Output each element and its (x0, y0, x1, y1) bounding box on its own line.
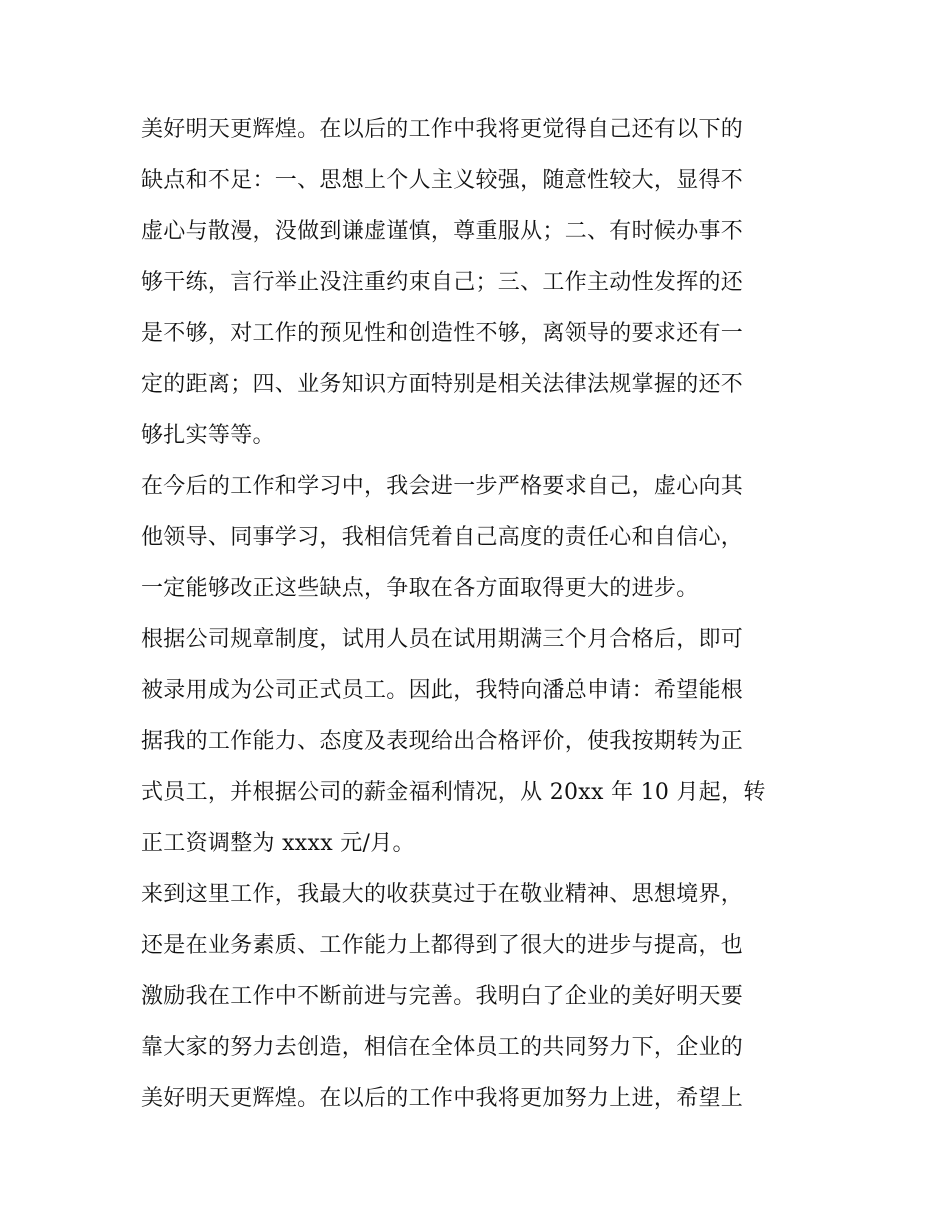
text-line-5: 是不够，对工作的预见性和创造性不够，离领导的要求还有一 (141, 321, 744, 346)
text-line-7: 够扎实等等。 (141, 423, 275, 448)
text-line-17: 还是在业务素质、工作能力上都得到了很大的进步与提高，也 (141, 933, 744, 958)
text-line-1: 美好明天更辉煌。在以后的工作中我将更觉得自己还有以下的 (141, 117, 744, 142)
text-line-3: 虚心与散漫，没做到谦虚谨慎，尊重服从；二、有时候办事不 (141, 219, 744, 244)
text-line-2: 缺点和不足：一、思想上个人主义较强，随意性较大，显得不 (141, 168, 744, 193)
text-line-10: 一定能够改正这些缺点，争取在各方面取得更大的进步。 (141, 576, 699, 601)
document-body (141, 104, 813, 1124)
text-line-12: 被录用成为公司正式员工。因此，我特向潘总申请：希望能根 (141, 678, 744, 703)
text-line-20: 美好明天更辉煌。在以后的工作中我将更加努力上进，希望上 (141, 1086, 744, 1111)
text-line-16: 来到这里工作，我最大的收获莫过于在敬业精神、思想境界， (141, 882, 744, 907)
text-line-11: 根据公司规章制度，试用人员在试用期满三个月合格后，即可 (141, 627, 744, 652)
text-line-19: 靠大家的努力去创造，相信在全体员工的共同努力下，企业的 (141, 1035, 744, 1060)
text-line-15: 正工资调整为 xxxx 元/月。 (141, 831, 415, 856)
text-line-9: 他领导、同事学习，我相信凭着自己高度的责任心和自信心， (141, 525, 744, 550)
text-line-18: 激励我在工作中不断前进与完善。我明白了企业的美好明天要 (141, 984, 744, 1009)
text-line-14: 式员工，并根据公司的薪金福利情况，从 20xx 年 10 月起，转 (141, 780, 766, 805)
text-line-6: 定的距离；四、业务知识方面特别是相关法律法规掌握的还不 (141, 372, 744, 397)
text-line-4: 够干练，言行举止没注重约束自己；三、工作主动性发挥的还 (141, 270, 744, 295)
text-line-13: 据我的工作能力、态度及表现给出合格评价，使我按期转为正 (141, 729, 744, 754)
text-line-8: 在今后的工作和学习中，我会进一步严格要求自己，虚心向其 (141, 474, 744, 499)
